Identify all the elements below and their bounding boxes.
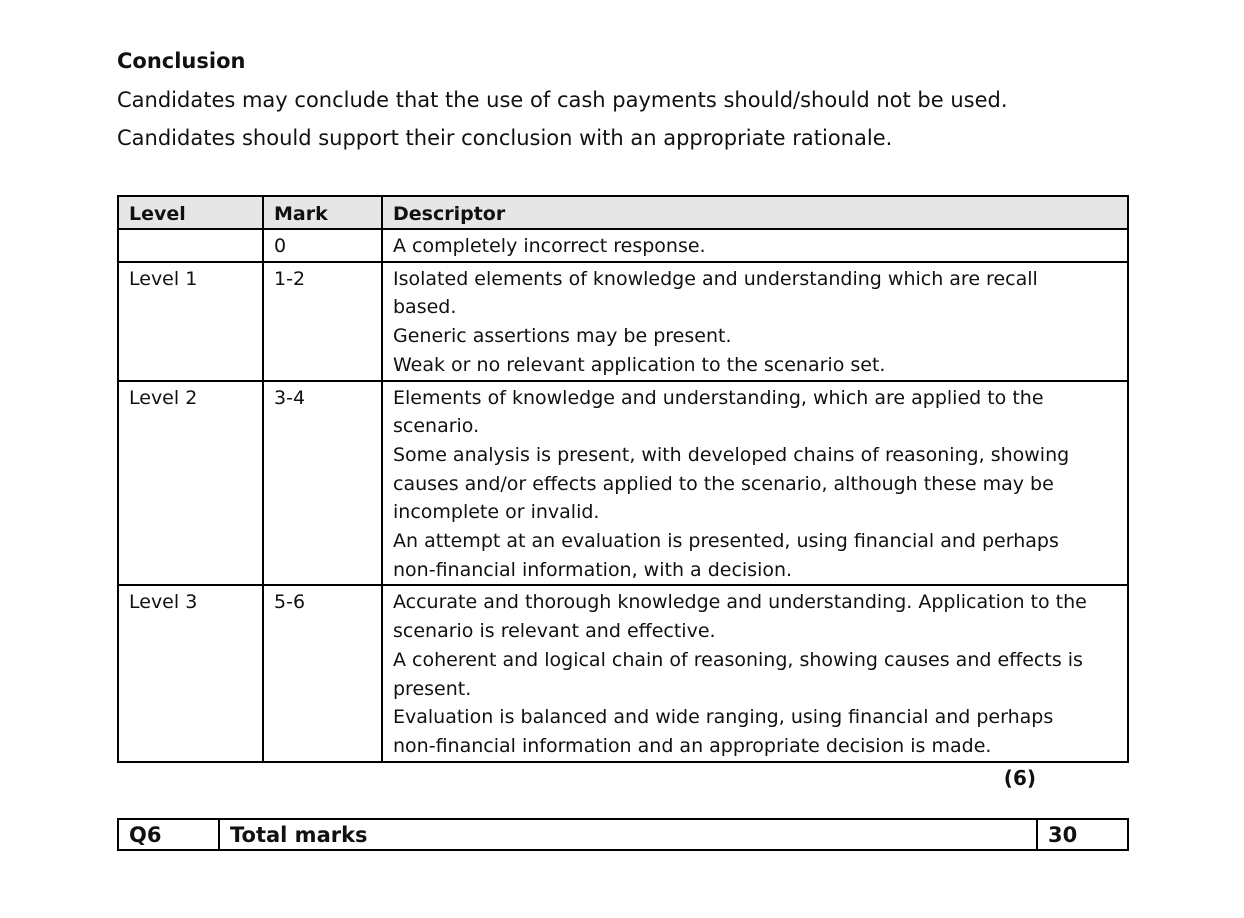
descriptor-line: Isolated elements of knowledge and understanding which are recall (393, 267, 1038, 290)
mark-cell: 5-6 (263, 585, 382, 761)
mark-cell: 1-2 (263, 262, 382, 381)
level-cell: Level 3 (118, 585, 263, 761)
descriptor-line: causes and/or effects applied to the scenario, although these may be (393, 472, 1054, 495)
level-cell (118, 229, 263, 262)
marks-available: (6) (1003, 766, 1036, 790)
table-row (118, 585, 1128, 761)
descriptor-line: Elements of knowledge and understanding, which are applied to the (393, 386, 1044, 409)
descriptor-line: Weak or no relevant application to the scenario set. (393, 353, 886, 376)
descriptor-cell (382, 585, 1128, 761)
mark-cell: 0 (263, 229, 382, 262)
descriptor-cell (382, 262, 1128, 381)
mark-cell: 3-4 (263, 381, 382, 586)
total-marks-label: Total marks (219, 819, 1037, 850)
descriptor-line: An attempt at an evaluation is presented, using financial and perhaps (393, 530, 1059, 553)
conclusion-paragraph: Candidates should support their conclusion with an appropriate rationale. (117, 126, 893, 150)
descriptor-cell (382, 381, 1128, 586)
table-row (118, 229, 1128, 262)
conclusion-paragraph: Candidates may conclude that the use of cash payments should/should not be used. (117, 88, 1008, 112)
descriptor-line: A coherent and logical chain of reasoning, showing causes and effects is (393, 648, 1083, 671)
header-level: Level (118, 196, 263, 229)
conclusion-heading: Conclusion (117, 49, 246, 73)
descriptor-line: Generic assertions may be present. (393, 325, 732, 348)
descriptor-line: Evaluation is balanced and wide ranging, using financial and perhaps (393, 706, 1054, 729)
descriptor-line: Some analysis is present, with developed chains of reasoning, showing (393, 443, 1070, 466)
descriptor-line: non-financial information and an appropriate decision is made. (393, 734, 992, 757)
descriptor-line: Accurate and thorough knowledge and understanding. Application to the (393, 591, 1087, 614)
table-header-row (118, 196, 1128, 229)
level-cell: Level 1 (118, 262, 263, 381)
level-cell: Level 2 (118, 381, 263, 586)
descriptor-line: non-financial information, with a decision. (393, 558, 793, 581)
descriptor-line: present. (393, 677, 472, 700)
descriptor-line: incomplete or invalid. (393, 501, 600, 524)
levels-table (117, 195, 1129, 763)
table-row (118, 381, 1128, 586)
table-row (118, 262, 1128, 381)
total-row (118, 819, 1128, 850)
header-mark: Mark (263, 196, 382, 229)
question-number: Q6 (118, 819, 219, 850)
descriptor-line: scenario is relevant and effective. (393, 620, 716, 643)
total-marks-table (117, 818, 1129, 851)
descriptor-line: based. (393, 296, 457, 319)
descriptor-cell (382, 229, 1128, 262)
descriptor-line: A completely incorrect response. (393, 235, 706, 257)
total-marks-value: 30 (1037, 819, 1128, 850)
descriptor-line: scenario. (393, 415, 480, 438)
header-descriptor: Descriptor (382, 196, 1128, 229)
